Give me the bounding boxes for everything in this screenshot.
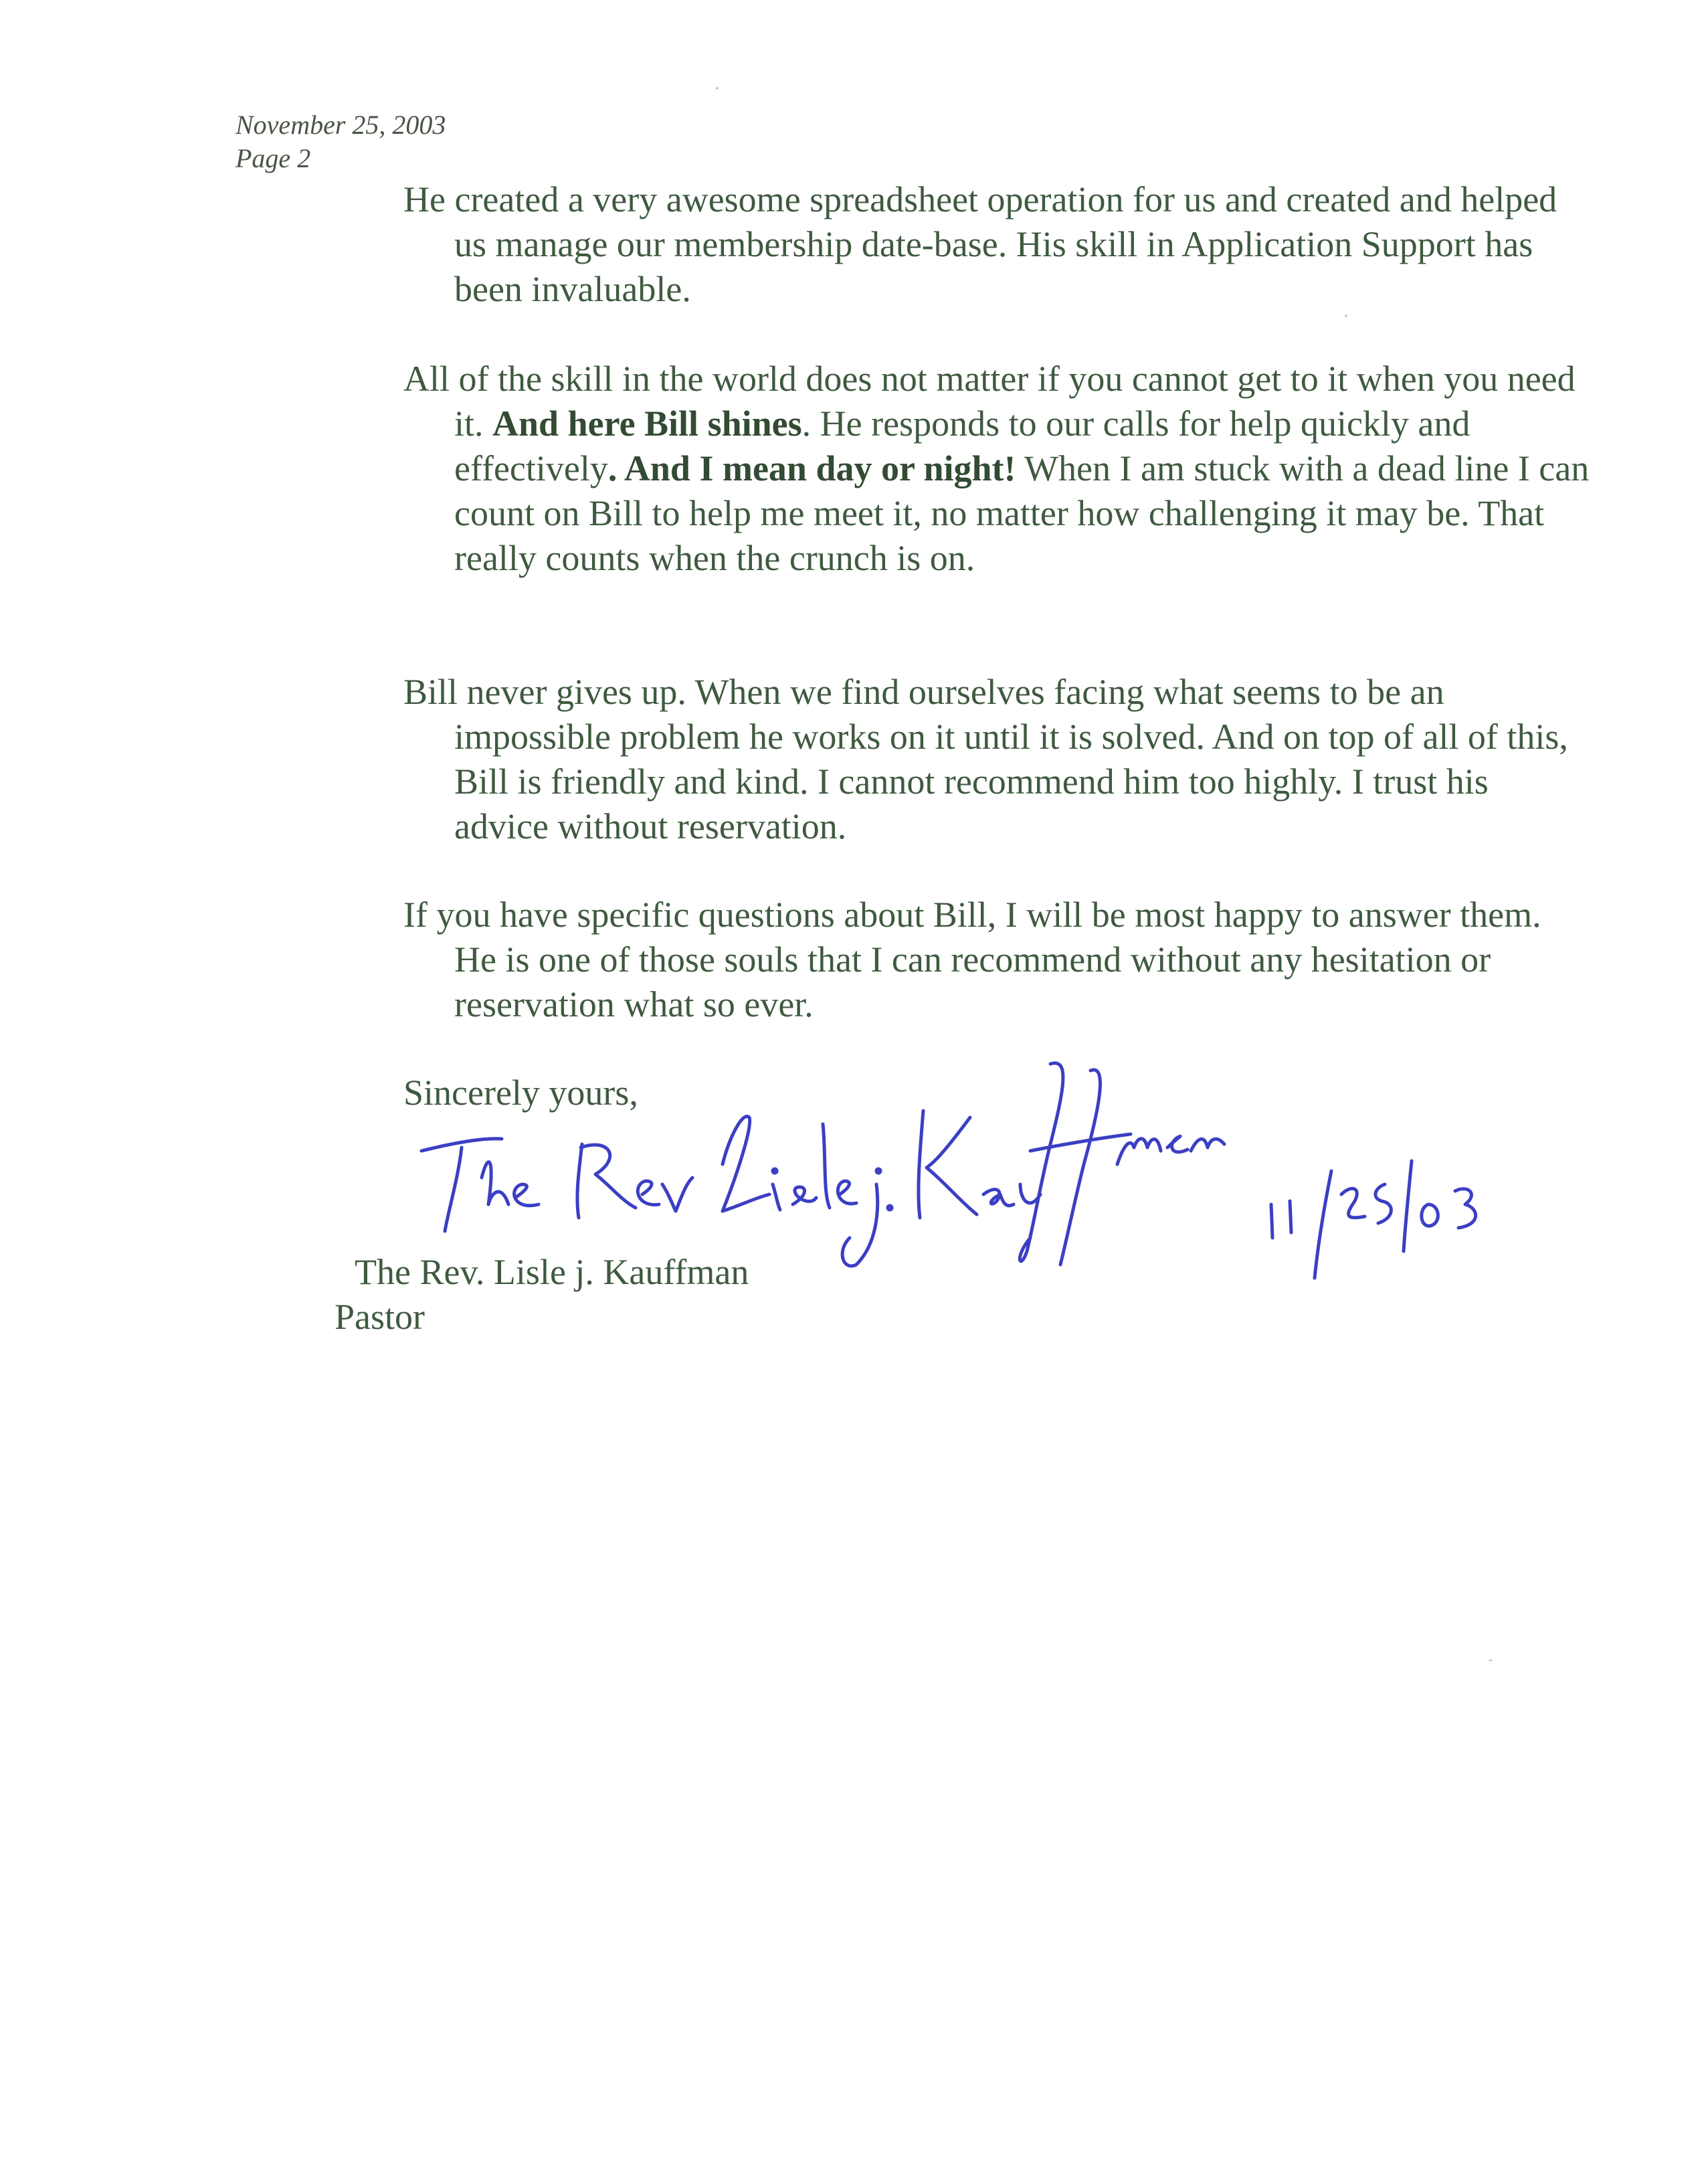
signer-title: Pastor (335, 1297, 425, 1337)
paragraph-text: When I am stuck with a dead line I can count on Bill to help me meet it, no matter how challenging it may be. That really counts when the crunch is on. (454, 448, 1590, 578)
scan-speck (1489, 1659, 1493, 1661)
paragraph-text: Bill never gives up. When we find ourselves facing what seems to be an impossible problem he works on it until it is solved. And on top of all of this, Bill is friendly and kind. I cannot recommend him too highly. I trust his advice without reservation. (403, 672, 1568, 846)
paragraph-text: He created a very awesome spreadsheet operation for us and created and helped us manage our membership date-base. His skill in Application Support has been invaluable. (403, 179, 1557, 309)
paragraph (403, 670, 1592, 849)
signature-block (335, 1250, 749, 1340)
scan-speck (1345, 314, 1347, 317)
paragraph (403, 893, 1592, 1027)
letter-header (235, 108, 446, 175)
page-number: Page 2 (235, 143, 311, 173)
paragraph-text: All of the skill in the world does not matter if you cannot get to it when you need it. (403, 359, 1576, 444)
closing-salutation: Sincerely yours, (403, 1073, 638, 1113)
emphasis-text: And here Bill shines (492, 403, 802, 444)
paragraph-text: . He responds to our calls for help quickly and effectively (454, 403, 1471, 488)
paragraph (403, 177, 1592, 312)
signer-name: The Rev. Lisle j. Kauffman (355, 1252, 749, 1292)
letter-date: November 25, 2003 (235, 110, 446, 140)
paragraph (403, 357, 1592, 581)
paragraph-text: If you have specific questions about Bill, I will be most happy to answer them. He is one of those souls that I can recommend without any hesitation or reservation what so ever. (403, 895, 1541, 1024)
emphasis-text: . And I mean day or night! (607, 448, 1016, 488)
scan-speck (716, 87, 719, 90)
